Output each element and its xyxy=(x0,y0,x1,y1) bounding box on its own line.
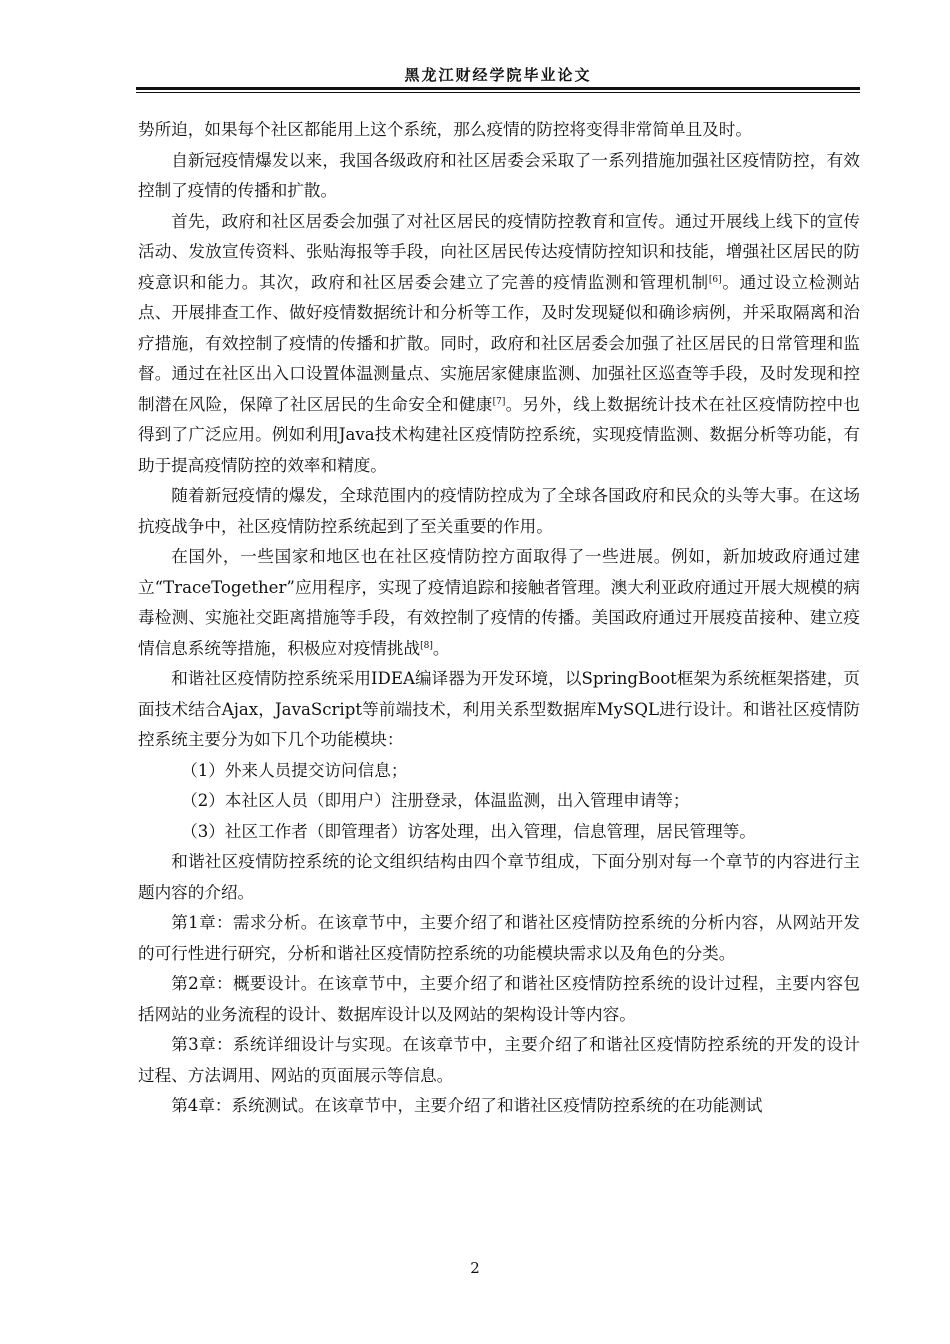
paragraph-chapter-4: 第4章：系统测试。在该章节中，主要介绍了和谐社区疫情防控系统的在功能测试 xyxy=(171,1096,763,1115)
list-item: （3）社区工作者（即管理者）访客处理，出入管理，信息管理，居民管理等。 xyxy=(181,821,756,841)
paragraph-continued: 势所迫，如果每个社区都能用上这个系统，那么疫情的防控将变得非常简单且及时。 xyxy=(138,120,752,139)
page-number: 2 xyxy=(470,1259,480,1277)
paragraph-system-tech: 和谐社区疫情防控系统采用IDEA编译器为开发环境，以SpringBoot框架为系统框架搭建，页面技术结合Ajax，JavaScript等前端技术，利用关系型数据库MySQL进行设计。和谐社区疫情防控系统主要分为如下几个功能模块： xyxy=(138,669,860,749)
paragraph-text: 。另外，线上数据统计技术在社区疫情防控中也得到了广泛应用。例如利用Java技术构建社区疫情防控系统，实现疫情监测、数据分析等功能，有助于提高疫情防控的效率和精度。 xyxy=(138,394,860,475)
paragraph-abroad xyxy=(138,542,860,664)
citation-7: [7] xyxy=(492,396,506,407)
paragraph-chapter-3: 第3章：系统详细设计与实现。在该章节中，主要介绍了和谐社区疫情防控系统的开发的设计过程、方法调用、网站的页面展示等信息。 xyxy=(138,1035,860,1085)
citation-6: [6] xyxy=(708,274,722,285)
paragraph-text: 在国外，一些国家和地区也在社区疫情防控方面取得了一些进展。例如，新加坡政府通过建立“TraceTogether”应用程序，实现了疫情追踪和接触者管理。澳大利亚政府通过开展大规模的病毒检测、实施社交距离措施等手段，有效控制了疫情的传播。美国政府通过开展疫苗接种、建立疫情信息系统等措施，积极应对疫情挑战 xyxy=(138,547,860,658)
running-header: 黑龙江财经学院毕业论文 xyxy=(404,66,592,84)
paragraph-global: 随着新冠疫情的爆发，全球范围内的疫情防控成为了全球各国政府和民众的头等大事。在这场抗疫战争中，社区疫情防控系统起到了至关重要的作用。 xyxy=(138,486,860,536)
paragraph-domestic-measures xyxy=(138,207,860,482)
paragraph-text: 。通过设立检测站点、开展排查工作、做好疫情数据统计和分析等工作，及时发现疑似和确诊病例，并采取隔离和治疗措施，有效控制了疫情的传播和扩散。同时，政府和社区居委会加强了社区居民的日常管理和监督。通过在社区出入口设置体温测量点、实施居家健康监测、加强社区巡查等手段，及时发现和控制潜在风险，保障了社区居民的生命安全和健康 xyxy=(138,272,860,414)
body-text xyxy=(138,115,860,1122)
citation-8: [8] xyxy=(420,640,433,651)
paragraph-chapter-1: 第1章：需求分析。在该章节中，主要介绍了和谐社区疫情防控系统的分析内容，从网站开发的可行性进行研究，分析和谐社区疫情防控系统的功能模块需求以及角色的分类。 xyxy=(138,913,860,963)
paragraph-text: 。 xyxy=(432,638,450,658)
header-rule-thin xyxy=(136,92,860,93)
paragraph-text: 首先，政府和社区居委会加强了对社区居民的疫情防控教育和宣传。通过开展线上线下的宣传活动、发放宣传资料、张贴海报等手段，向社区居民传达疫情防控知识和技能，增强社区居民的防疫意识和能力。其次，政府和社区居委会建立了完善的疫情监测和管理机制 xyxy=(138,211,860,292)
list-item: （1）外来人员提交访问信息； xyxy=(181,760,408,780)
header-rule-thick xyxy=(136,87,860,90)
list-item: （2）本社区人员（即用户）注册登录，体温监测，出入管理申请等； xyxy=(181,791,690,810)
paragraph-structure: 和谐社区疫情防控系统的论文组织结构由四个章节组成，下面分别对每一个章节的内容进行主题内容的介绍。 xyxy=(138,852,860,902)
paragraph-domestic-intro: 自新冠疫情爆发以来，我国各级政府和社区居委会采取了一系列措施加强社区疫情防控，有效控制了疫情的传播和扩散。 xyxy=(138,150,860,200)
paragraph-chapter-2: 第2章：概要设计。在该章节中，主要介绍了和谐社区疫情防控系统的设计过程，主要内容包括网站的业务流程的设计、数据库设计以及网站的架构设计等内容。 xyxy=(138,974,860,1024)
